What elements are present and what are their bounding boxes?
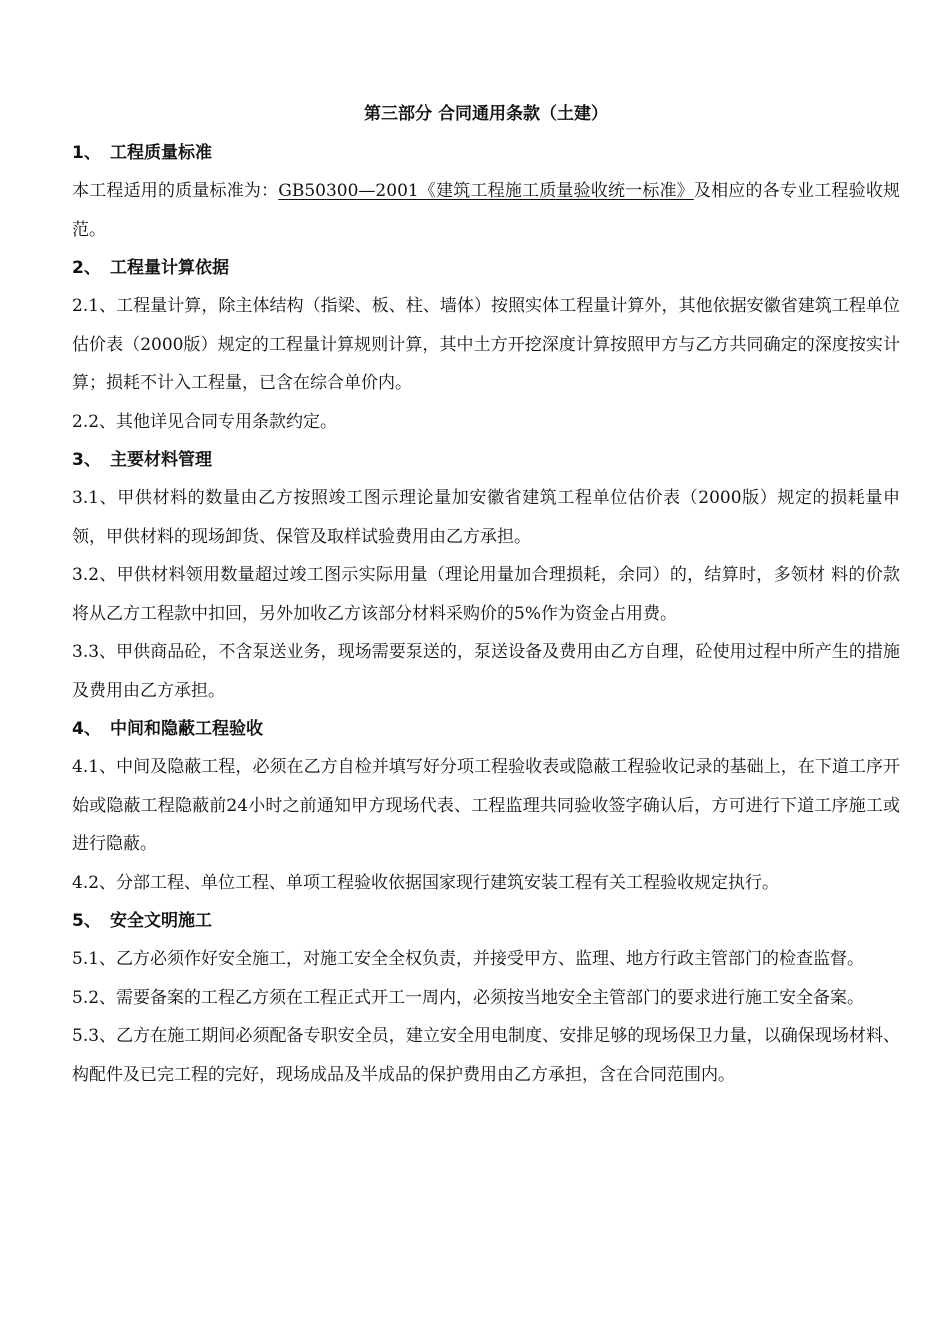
section-title: 工程质量标准: [110, 143, 212, 163]
section-heading-material-management: [72, 441, 900, 479]
section-number: 1、: [72, 143, 101, 163]
clause-3-1: 3.1、甲供材料的数量由乙方按照竣工图示理论量加安徽省建筑工程单位估价表（2000版）规定的损耗量申领，甲供材料的现场卸货、保管及取样试验费用由乙方承担。: [72, 488, 900, 547]
clause-5-2: 5.2、需要备案的工程乙方须在工程正式开工一周内，必须按当地安全主管部门的要求进行施工安全备案。: [72, 987, 865, 1008]
clause-4-2: 4.2、分部工程、单位工程、单项工程验收依据国家现行建筑安装工程有关工程验收规定执行。: [72, 872, 780, 893]
clause-2-2: 2.2、其他详见合同专用条款约定。: [72, 411, 338, 432]
clause-3-3: 3.3、甲供商品砼，不含泵送业务，现场需要泵送的，泵送设备及费用由乙方自理，砼使用过程中所产生的措施及费用由乙方承担。: [72, 642, 900, 701]
paragraph-text: 本工程适用的质量标准为：: [72, 181, 279, 201]
section-heading-safety: [72, 902, 900, 940]
section-heading-inspection: [72, 710, 900, 748]
clause-5-3: 5.3、乙方在施工期间必须配备专职安全员，建立安全用电制度、安排足够的现场保卫力量，以确保现场材料、构配件及已完工程的完好，现场成品及半成品的保护费用由乙方承担，含在合同范围内。: [72, 1026, 900, 1085]
section-number: 3、: [72, 450, 101, 470]
section-number: 5、: [72, 911, 101, 931]
page-title: 第三部分 合同通用条款（土建）: [364, 104, 608, 124]
section-heading-quantity-basis: [72, 249, 900, 287]
section-title: 安全文明施工: [110, 911, 212, 931]
document-page: [72, 96, 900, 1094]
clause-4-1: 4.1、中间及隐蔽工程，必须在乙方自检并填写好分项工程验收表或隐蔽工程验收记录的基础上，在下道工序开始或隐蔽工程隐蔽前24小时之前通知甲方现场代表、工程监理共同验收签字确认后，方可进行下道工序施工或进行隐蔽。: [72, 757, 900, 854]
paragraph-quality-standard: [72, 172, 900, 249]
section-title: 主要材料管理: [110, 450, 212, 470]
section-number: 4、: [72, 719, 101, 739]
section-heading-quality-standard: [72, 134, 900, 172]
paragraph-text: 及相应的各专业工程验收规范。: [72, 181, 901, 240]
clause-3-2: 3.2、甲供材料领用数量超过竣工图示实际用量（理论用量加合理损耗，余同）的，结算时，多领材 料的价款将从乙方工程款中扣回，另外加收乙方该部分材料采购价的5%作为资金占用费。: [72, 565, 900, 624]
section-title: 中间和隐蔽工程验收: [110, 719, 263, 739]
section-number: 2、: [72, 258, 101, 278]
standard-reference: GB50300—2001《建筑工程施工质量验收统一标准》: [278, 181, 694, 201]
clause-2-1: 2.1、工程量计算，除主体结构（指梁、板、柱、墙体）按照实体工程量计算外，其他依据安徽省建筑工程单位估价表（2000版）规定的工程量计算规则计算，其中土方开挖深度计算按照甲方与乙方共同确定的深度按实计算；损耗不计入工程量，已含在综合单价内。: [72, 296, 900, 393]
clause-5-1: 5.1、乙方必须作好安全施工，对施工安全全权负责，并接受甲方、监理、地方行政主管部门的检查监督。: [72, 949, 865, 969]
section-title: 工程量计算依据: [110, 258, 229, 278]
